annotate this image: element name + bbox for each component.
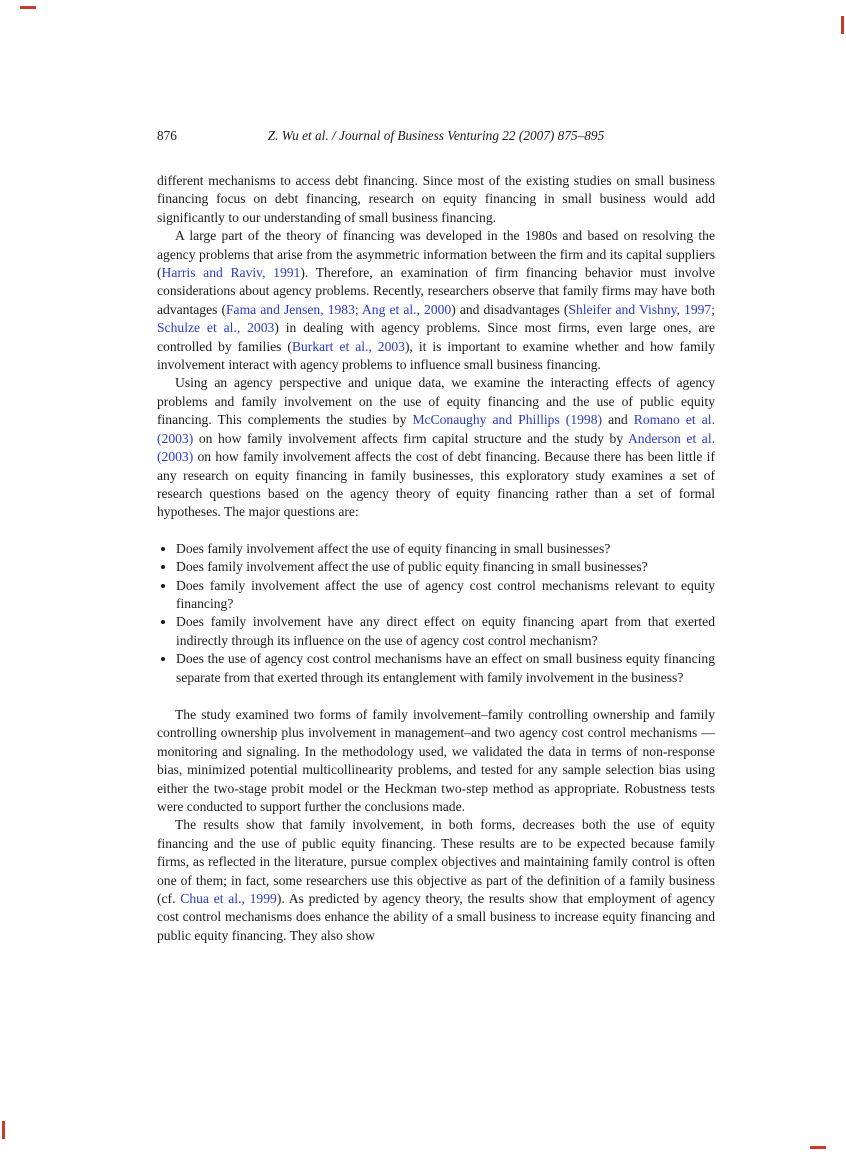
citation-link[interactable]: Shleifer and Vishny, 1997; Schulze et al., 2003 [157, 301, 715, 336]
running-head: Z. Wu et al. / Journal of Business Venturing 22 (2007) 875–895 [267, 128, 605, 143]
text-run: Does family involvement have any direct effect on equity financing apart from that exerted indirectly through its influence on the use of agency cost control mechanism? [176, 614, 715, 648]
text-run: Does family involvement affect the use of agency cost control mechanisms relevant to equity financing? [176, 577, 715, 611]
research-question-item [176, 577, 715, 614]
research-question-list [157, 540, 715, 687]
text-run: The study examined two forms of family involvement–family controlling ownership and family controlling ownership plus involvement in management–and two agency cost control mechanisms — monitoring and signaling. In the methodology used, we validated the data in terms of non-response bias, minimized potential multicollinearity problems, and tested for any sample selection bias using either the two-stage probit model or the Heckman two-step method as appropriate. Robustness tests were conducted to support further the conclusions made. [157, 706, 715, 814]
article-body [157, 172, 715, 945]
text-run: on how family involvement affects the cost of debt financing. Because there has been little if any research on equity financing in family businesses, this exploratory study examines a set of research questions based on the agency theory of equity financing rather than a set of formal hypotheses. The major questions are: [157, 449, 715, 520]
text-run: ) in dealing with agency problems. Since most firms, even large ones, are controlled by families ( [157, 320, 715, 354]
text-run: ) and disadvantages ( [451, 301, 569, 317]
text-run: ). Therefore, an examination of firm financing behavior must involve considerations about agency problems. Recently, researchers observe that family firms may have both advantages ( [157, 265, 716, 317]
crop-mark-bottom-left [2, 1121, 5, 1139]
paragraph [157, 816, 715, 945]
text-run: Does family involvement affect the use of public equity financing in small businesses? [176, 559, 648, 575]
paragraph [157, 374, 715, 521]
citation-link[interactable]: Chua et al., 1999 [180, 891, 277, 907]
text-run: different mechanisms to access debt financing. Since most of the existing studies on small business financing focus on debt financing, research on equity financing in small business would add significantly to our understanding of small business financing. [157, 173, 715, 225]
paragraph [157, 172, 715, 227]
text-run: and [602, 412, 634, 428]
research-question-item [176, 613, 715, 650]
paragraph [157, 706, 715, 816]
citation-link[interactable]: Romano et al. (2003) [157, 412, 715, 446]
crop-mark-top-right [841, 16, 844, 34]
research-question-item [176, 540, 715, 558]
text-run: Does family involvement affect the use of equity financing in small businesses? [176, 540, 611, 556]
citation-link[interactable]: Harris and Raviv, 1991 [161, 265, 301, 281]
paragraph [157, 227, 715, 374]
text-run: A large part of the theory of financing was developed in the 1980s and based on resolving the agency problems that arise from the asymmetric information between the firm and its capital suppliers ( [157, 228, 715, 281]
text-run: ), it is important to examine whether and how family involvement interact with agency problems to influence small business financing. [157, 338, 715, 373]
page-header [157, 128, 715, 146]
text-run: on how family involvement affects firm capital structure and the study by [193, 430, 628, 446]
crop-mark-top-left [20, 6, 36, 9]
citation-link[interactable]: Anderson et al. (2003) [157, 430, 716, 465]
text-run: Using an agency perspective and unique data, we examine the interacting effects of agency problems and family involvement on the use of equity financing and the use of public equity financing. This complements the studies by [157, 375, 715, 428]
research-question-item [176, 650, 715, 687]
crop-mark-bottom-right [810, 1146, 826, 1149]
citation-link[interactable]: Burkart et al., 2003 [291, 338, 405, 354]
text-run: ). As predicted by agency theory, the results show that employment of agency cost control mechanisms does enhance the ability of a small business to increase equity financing and public equity financing. They also show [157, 891, 715, 943]
text-run: The results show that family involvement, in both forms, decreases both the use of equity financing and the use of public equity financing. These results are to be expected because family firms, as reflected in the literature, pursue complex objectives and maintaining family control is often one of them; in fact, some researchers use this objective as part of the definition of a family business (cf. [157, 817, 715, 907]
page-content [157, 128, 715, 945]
citation-link[interactable]: McConaughy and Phillips (1998) [412, 412, 603, 428]
citation-link[interactable]: Fama and Jensen, 1983; Ang et al., 2000 [226, 301, 452, 317]
text-run: Does the use of agency cost control mechanisms have an effect on small business equity financing separate from that exerted through its entanglement with family involvement in the business? [176, 651, 715, 685]
page-number: 876 [157, 128, 177, 143]
research-question-item [176, 558, 715, 576]
